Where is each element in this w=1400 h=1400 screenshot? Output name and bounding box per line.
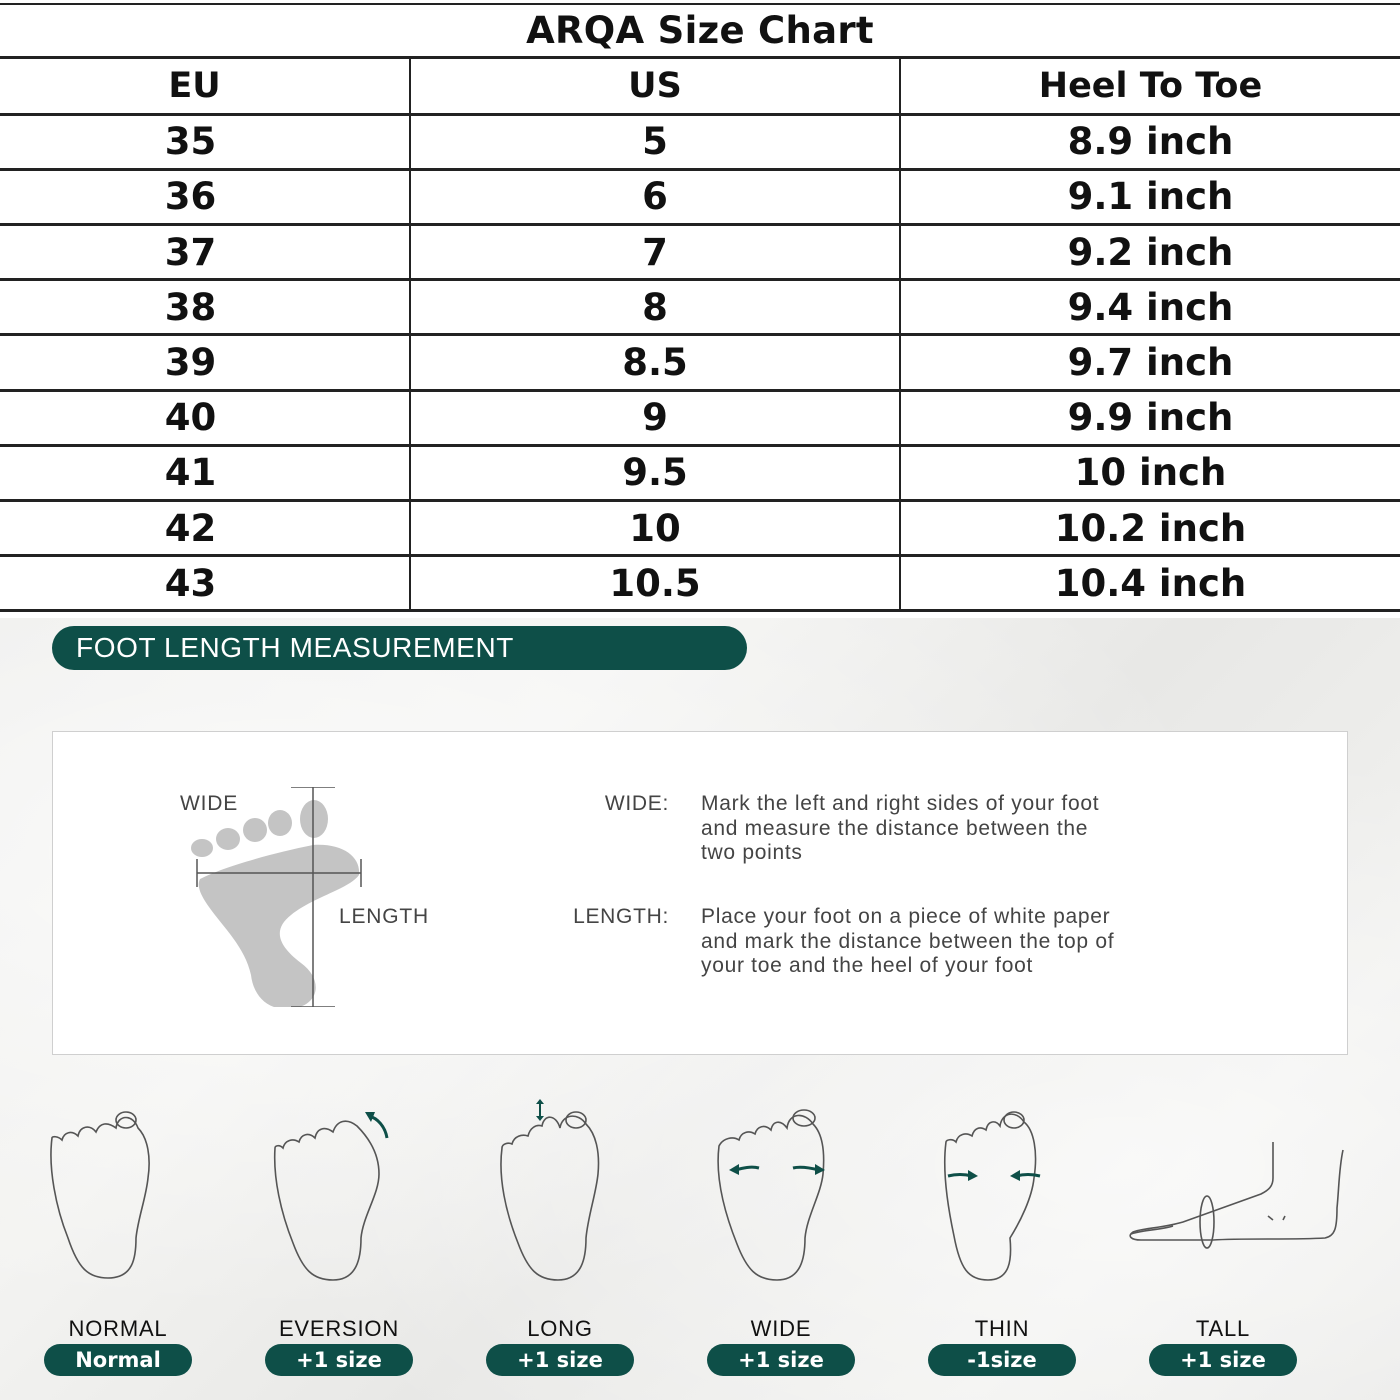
size-adjust-badge: +1 size (1149, 1344, 1297, 1376)
table-row (0, 280, 1400, 335)
instruction-line: Mark the left and right sides of your foot (701, 792, 1100, 815)
size-table (0, 59, 1400, 612)
cell-length: 9.1 inch (900, 169, 1400, 224)
foot-normal-icon (8, 1098, 228, 1298)
foot-measure-icon (173, 787, 473, 1007)
foot-long-icon (450, 1098, 670, 1298)
measurement-instructions-box (52, 731, 1348, 1055)
foot-type-name: TALL (1195, 1316, 1251, 1341)
foot-type-name: LONG (527, 1316, 593, 1341)
foot-type-normal (8, 1088, 228, 1388)
cell-eu: 36 (0, 169, 410, 224)
instruction-description (701, 905, 1301, 979)
foot-type-tall (1113, 1088, 1333, 1388)
instruction-line: and mark the distance between the top of (701, 929, 1115, 953)
table-row (0, 501, 1400, 556)
cell-length: 9.9 inch (900, 390, 1400, 445)
size-chart (0, 0, 1400, 612)
cell-length: 10.2 inch (900, 501, 1400, 556)
instruction-line: two points (701, 841, 803, 864)
cell-eu: 37 (0, 225, 410, 280)
instruction-term: LENGTH: (573, 905, 669, 928)
cell-length: 10 inch (900, 445, 1400, 500)
table-row (0, 169, 1400, 224)
size-adjust-badge: +1 size (265, 1344, 413, 1376)
size-adjust-badge: Normal (44, 1344, 192, 1376)
table-header-row (0, 59, 1400, 114)
foot-wide-icon (671, 1098, 891, 1298)
instruction-line: Place your foot on a piece of white paper (701, 905, 1111, 928)
instruction-line: and measure the distance between the (701, 816, 1089, 840)
cell-us: 10 (410, 501, 900, 556)
diagram-length-label: LENGTH (339, 905, 429, 928)
cell-length: 9.2 inch (900, 225, 1400, 280)
foot-type-name: NORMAL (68, 1316, 168, 1341)
cell-us: 10.5 (410, 556, 900, 611)
size-adjust-badge: +1 size (707, 1344, 855, 1376)
foot-type-name: EVERSION (278, 1316, 400, 1341)
foot-type-name: WIDE (750, 1316, 812, 1341)
cell-eu: 42 (0, 501, 410, 556)
foot-type-name: THIN (974, 1316, 1030, 1341)
foot-tall-icon (1113, 1098, 1353, 1298)
table-row (0, 225, 1400, 280)
cell-length: 9.7 inch (900, 335, 1400, 390)
foot-type-list (0, 1088, 1400, 1400)
chart-title: ARQA Size Chart (0, 3, 1400, 59)
cell-eu: 35 (0, 114, 410, 169)
cell-us: 9.5 (410, 445, 900, 500)
cell-us: 9 (410, 390, 900, 445)
cell-us: 8 (410, 280, 900, 335)
table-row (0, 335, 1400, 390)
cell-us: 6 (410, 169, 900, 224)
table-row (0, 556, 1400, 611)
table-row (0, 390, 1400, 445)
foot-eversion-icon (229, 1098, 449, 1298)
cell-eu: 39 (0, 335, 410, 390)
diagram-wide-label: WIDE (180, 792, 239, 815)
foot-type-long (450, 1088, 670, 1388)
instruction-line: your toe and the heel of your foot (701, 954, 1034, 977)
cell-us: 5 (410, 114, 900, 169)
cell-us: 8.5 (410, 335, 900, 390)
cell-eu: 38 (0, 280, 410, 335)
foot-type-thin (892, 1088, 1112, 1388)
table-row (0, 114, 1400, 169)
instruction-term: WIDE: (604, 792, 669, 815)
cell-eu: 41 (0, 445, 410, 500)
cell-us: 7 (410, 225, 900, 280)
header-us: US (410, 59, 900, 114)
foot-type-eversion (229, 1088, 449, 1388)
foot-type-wide (671, 1088, 891, 1388)
foot-thin-icon (892, 1098, 1112, 1298)
foot-measure-diagram (173, 787, 473, 1007)
cell-eu: 43 (0, 556, 410, 611)
header-eu: EU (0, 59, 410, 114)
header-heel-to-toe: Heel To Toe (900, 59, 1400, 114)
table-row (0, 445, 1400, 500)
size-adjust-badge: -1size (928, 1344, 1076, 1376)
cell-length: 10.4 inch (900, 556, 1400, 611)
cell-length: 8.9 inch (900, 114, 1400, 169)
size-adjust-badge: +1 size (486, 1344, 634, 1376)
cell-length: 9.4 inch (900, 280, 1400, 335)
cell-eu: 40 (0, 390, 410, 445)
instruction-description (701, 792, 1301, 866)
section-title-badge: FOOT LENGTH MEASUREMENT (52, 626, 747, 670)
measurement-panel (0, 618, 1400, 1400)
